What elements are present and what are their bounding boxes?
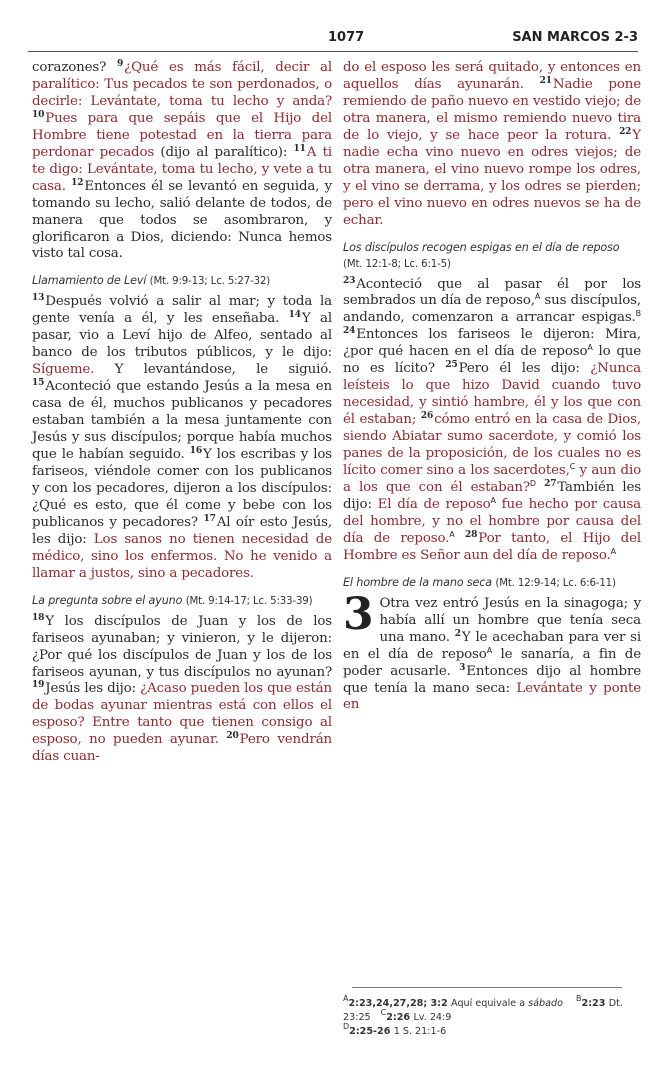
cross-reference: (Mt. 9:9-13; Lc. 5:27-32) bbox=[149, 276, 271, 288]
footnote-marker: A bbox=[343, 994, 349, 1003]
page-number: 1077 bbox=[328, 30, 365, 45]
footnote-marker: B bbox=[635, 309, 641, 319]
running-head: SAN MARCOS 2-3 bbox=[512, 30, 638, 45]
verse-number: 24 bbox=[343, 326, 356, 337]
verse-text: Y los discípulos de Juan y los de los fariseos ayunaban; y vinieron, y le dijeron: ¿Por qué los discípulos de Juan y los de los fariseos ayunan, y tus discípulos no ayunan? bbox=[32, 613, 332, 680]
footnote-marker: A bbox=[486, 645, 493, 655]
cross-reference: (Mt. 12:1-8; Lc. 6:1-5) bbox=[343, 258, 451, 270]
verse-number: 17 bbox=[203, 513, 216, 524]
red-letter-text: ¿Acaso pueden los que están de bodas ayunar mientras está con ellos el esposo? Entre tanto que tienen consigo al esposo, no pueden ayunar. bbox=[32, 681, 332, 748]
cross-reference: (Mt. 9:14-17; Lc. 5:33-39) bbox=[185, 595, 313, 607]
verse-number: 27 bbox=[544, 478, 557, 489]
verse-number: 22 bbox=[619, 126, 632, 137]
section-title: Llamamiento de Leví bbox=[32, 274, 147, 288]
verse-number: 26 bbox=[420, 411, 434, 422]
verse-text: corazones? bbox=[32, 60, 117, 75]
footnote-marker: C bbox=[380, 1008, 387, 1017]
verse-text: Entonces los fariseos le dijeron: Mira, ¿por qué hacen en el día de reposo bbox=[343, 327, 641, 360]
chapter-number: 3 bbox=[343, 588, 374, 640]
verse-text: le sanaría, a fin de poder acusarle. bbox=[343, 646, 641, 679]
footnote bbox=[380, 1008, 452, 1023]
verse-text bbox=[536, 480, 544, 495]
cross-reference: (Mt. 12:9-14; Lc. 6:6-11) bbox=[495, 577, 616, 589]
footnote-text: Lv. 24:9 bbox=[413, 1012, 452, 1023]
verse-number: 21 bbox=[539, 75, 552, 86]
red-letter-text: Pero vendrán días cuan- bbox=[32, 732, 333, 765]
section-title: El hombre de la mano seca bbox=[343, 575, 492, 589]
footnote-marker: C bbox=[569, 462, 576, 472]
left-column bbox=[32, 60, 332, 766]
footnotes bbox=[343, 994, 641, 1039]
verse-number: 18 bbox=[32, 612, 45, 623]
verse-text: Entonces él se levantó en seguida, y tomando su lecho, salió delante de todos, de manera que todos se asombraron, y glorificaron a Dios, diciendo: Nunca hemos visto tal cosa. bbox=[32, 178, 332, 262]
verse-number: 12 bbox=[71, 177, 84, 188]
footnote-text: sábado bbox=[528, 998, 563, 1009]
footnote-marker: A bbox=[490, 495, 496, 505]
paragraph bbox=[343, 60, 641, 230]
verse-text: Aconteció que al pasar él por los sembrados un día de reposo, bbox=[343, 276, 641, 309]
red-letter-text: Nadie pone remiendo de paño nuevo en vestido viejo; de otra manera, el mismo remiendo nuevo tira de lo viejo, y se hace peor la rotura. bbox=[343, 76, 641, 143]
verse-text: Jesús les dijo: bbox=[45, 681, 141, 697]
verse-number: 28 bbox=[465, 529, 478, 540]
verse-text: Y los escribas y los fariseos, viéndole comer con los publicanos y con los pecadores, dijeron a los discípulos: ¿Qué es esto, que él come y bebe con los publicanos y pecadores? bbox=[32, 447, 332, 530]
footnote-reference: 2:25-26 bbox=[349, 1026, 394, 1037]
red-letter-text: fue hecho por causa del hombre, y no el hombre por causa del día de reposo. bbox=[343, 496, 642, 546]
section-heading bbox=[343, 240, 641, 273]
footnote-rule bbox=[352, 987, 622, 988]
red-letter-text: Y nadie echa vino nuevo en odres viejos; de otra manera, el vino nuevo rompe los odres, y el vino se derrama, y los odres se pierden; pero el vino nuevo en odres nuevos se ha de echar. bbox=[343, 127, 641, 228]
verse-text: Después volvió a salir al mar; y toda la gente venía a él, y les enseñaba. bbox=[32, 294, 332, 327]
verse-text: También les dijo: bbox=[343, 479, 642, 512]
verse-text: Entonces dijo al hombre que tenía la mano seca: bbox=[343, 663, 641, 696]
verse-number: 11 bbox=[293, 143, 306, 154]
verse-number: 15 bbox=[32, 378, 45, 389]
verse-number: 14 bbox=[288, 310, 301, 321]
verse-number: 13 bbox=[32, 293, 45, 304]
verse-number: 20 bbox=[226, 731, 239, 742]
verse-number: 25 bbox=[445, 360, 458, 371]
verse-number: 2 bbox=[454, 628, 461, 639]
footnote-marker: A bbox=[534, 292, 541, 302]
verse-text: lo que no es lícito? bbox=[343, 344, 641, 377]
verse-text: Y le acechaban para ver si en el día de reposo bbox=[343, 629, 641, 662]
verse-text: Y al pasar, vio a Leví hijo de Alfeo, sentado al banco de los tributos públicos, y le dijo: bbox=[32, 311, 332, 361]
footnote-text: Dt. 23:25 bbox=[343, 998, 623, 1023]
paragraph bbox=[32, 614, 332, 767]
paragraph bbox=[343, 588, 641, 715]
right-column bbox=[343, 60, 641, 714]
red-letter-text: Sígueme. bbox=[32, 362, 95, 378]
paragraph bbox=[343, 277, 641, 565]
red-letter-text: cómo entró en la casa de Dios, siendo Abiatar sumo sacerdote, y comió los panes de la proposición, de los cuales no es lícito comer sino a los sacerdotes, bbox=[343, 412, 641, 479]
verse-number: 9 bbox=[116, 59, 124, 69]
verse-number: 10 bbox=[32, 109, 45, 120]
red-letter-text: ¿Qué es más fácil, decir al paralítico: Tus pecados te son perdonados, o decirle: Levántate, toma tu lecho y anda? bbox=[32, 60, 332, 109]
verse-text: (dijo al paralítico): bbox=[154, 144, 294, 160]
red-letter-text: y aun dio a los que con él estaban? bbox=[343, 463, 641, 495]
verse-number: 19 bbox=[32, 680, 45, 691]
verse-number: 23 bbox=[343, 275, 356, 286]
red-letter-text: ¿Nunca leísteis lo que hizo David cuando tuvo necesidad, y sintió hambre, él y los que con él estaban; bbox=[343, 361, 641, 428]
header-rule bbox=[28, 51, 638, 52]
red-letter-text: Pues para que sepáis que el Hijo del Hombre tiene potestad en la tierra para perdonar pecados bbox=[32, 110, 332, 160]
verse-text: Otra vez entró Jesús en la sinagoga; y había allí un hombre que tenía seca una mano. bbox=[379, 595, 641, 645]
verse-text bbox=[455, 531, 465, 546]
footnote-marker: A bbox=[610, 546, 616, 556]
section-heading bbox=[32, 593, 332, 610]
footnote-marker: B bbox=[576, 994, 582, 1003]
footnote-text: Aquí equivale a bbox=[451, 998, 529, 1009]
verse-number: 3 bbox=[459, 662, 466, 673]
footnote-reference: 2:26 bbox=[386, 1012, 414, 1023]
footnote-text: 1 S. 21:1-6 bbox=[393, 1026, 447, 1037]
verse-text: Al oír esto Jesús, les dijo: bbox=[32, 514, 332, 547]
footnote bbox=[343, 1022, 447, 1037]
red-letter-text: Por tanto, el Hijo del Hombre es Señor aun del día de reposo. bbox=[343, 530, 641, 563]
verse-number: 16 bbox=[189, 446, 202, 457]
section-heading bbox=[32, 273, 332, 290]
footnote-reference: 2:23 bbox=[581, 998, 609, 1009]
red-letter-text: El día de reposo bbox=[377, 496, 491, 512]
footnote-marker: A bbox=[587, 343, 593, 353]
verse-text: Aconteció que estando Jesús a la mesa en casa de él, muchos publicanos y pecadores estaban también a la mesa juntamente con Jesús y sus discípulos; porque había muchos que le habían seguido. bbox=[32, 379, 332, 463]
section-heading bbox=[343, 575, 641, 592]
red-letter-text: Levántate y ponte en bbox=[343, 680, 641, 713]
page-header bbox=[28, 22, 638, 52]
paragraph bbox=[32, 60, 332, 263]
paragraph bbox=[32, 294, 332, 582]
red-letter-text: do el esposo les será quitado, y entonces en aquellos días ayunarán. bbox=[343, 60, 641, 92]
footnote bbox=[343, 994, 563, 1009]
footnote-marker: A bbox=[449, 529, 455, 539]
footnote-marker: D bbox=[529, 478, 536, 488]
red-letter-text: Los sanos no tienen necesidad de médico, sino los enfermos. No he venido a llamar a justos, sino a pecadores. bbox=[32, 531, 333, 581]
verse-text: Pero él les dijo: bbox=[458, 361, 591, 377]
verse-text: sus discípulos, andando, comenzaron a arrancar espigas. bbox=[343, 293, 641, 326]
footnote-reference: 2:23,24,27,28; 3:2 bbox=[348, 998, 452, 1009]
section-title: Los discípulos recogen espigas en el día de reposo bbox=[343, 240, 620, 254]
section-title: La pregunta sobre el ayuno bbox=[32, 593, 183, 607]
footnote-marker: D bbox=[343, 1022, 350, 1031]
paragraph-body bbox=[343, 588, 641, 713]
verse-text: Y levantándose, le siguió. bbox=[94, 362, 332, 378]
red-letter-text: A ti te digo: Levántate, toma tu lecho, y vete a tu casa. bbox=[32, 144, 332, 194]
